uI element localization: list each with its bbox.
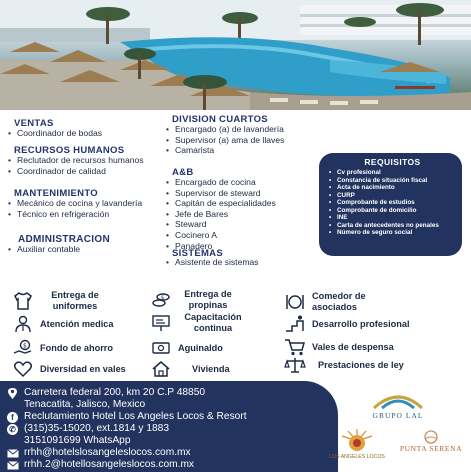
- administracion-list: [8, 244, 158, 255]
- list-item: • Capitán de especialidades: [166, 198, 316, 209]
- los-angeles-locos-logo: LOS ANGELES LOCOS: [328, 427, 386, 469]
- cash-icon: [150, 338, 172, 358]
- list-item: • Steward: [166, 219, 316, 230]
- location-pin-icon: [6, 387, 19, 400]
- list-item: • Jefe de Bares: [166, 209, 316, 220]
- benefit-prestaciones: Prestaciones de ley: [284, 355, 432, 375]
- phone-row[interactable]: [6, 423, 169, 446]
- list-item: • Cocinero A: [166, 230, 316, 241]
- address-line-1: Carretera federal 200, km 20 C.P 48850: [24, 387, 206, 398]
- list-item: • Mecánico de cocina y lavandería: [8, 198, 153, 209]
- list-item: • Encargado (a) de lavandería: [166, 124, 316, 135]
- hero-pool-photo: [0, 0, 471, 110]
- benefit-desarrollo: Desarrollo profesional: [284, 314, 422, 334]
- email-row-2[interactable]: [6, 459, 194, 472]
- house-icon: [150, 359, 172, 379]
- shirt-icon: [12, 291, 34, 311]
- email-icon: [6, 459, 19, 472]
- list-item: • Número de seguro social: [329, 229, 456, 237]
- ventas-heading: VENTAS: [14, 118, 54, 129]
- list-item: • INE: [329, 214, 456, 222]
- benefits-grid: [0, 282, 471, 382]
- list-item: • Constancia de situación fiscal: [329, 177, 456, 185]
- dining-icon: [284, 292, 306, 312]
- grupo-lal-logo: GRUPO LAL: [358, 388, 438, 424]
- division-cuartos-heading: DIVISION CUARTOS: [172, 114, 268, 125]
- heart-icon: [12, 359, 34, 379]
- sistemas-heading: SISTEMAS: [172, 248, 223, 259]
- punta-serena-logo: PUNTA SERENA: [396, 430, 466, 460]
- benefit-diversidad: Diversidad en vales: [12, 359, 150, 379]
- facebook-icon: f: [6, 411, 19, 424]
- coins-icon: [150, 290, 172, 310]
- mantenimiento-heading: MANTENIMIENTO: [14, 188, 98, 199]
- scale-icon: [284, 355, 306, 375]
- svg-text:$: $: [161, 294, 165, 301]
- benefit-aguinaldo: Aguinaldo: [150, 338, 248, 358]
- recursos-humanos-list: [8, 155, 148, 176]
- benefit-ahorro: $ Fondo de ahorro: [12, 338, 140, 358]
- list-item: • Encargado de cocina: [166, 177, 316, 188]
- administracion-heading: ADMINISTRACION: [18, 234, 110, 245]
- requisitos-list: [329, 169, 456, 237]
- ventas-list: [8, 128, 158, 139]
- ayb-list: [166, 177, 316, 251]
- email-link-1[interactable]: rrhh@hotelslosangeleslocos.com.mx: [24, 447, 191, 458]
- list-item: • Panadero: [166, 241, 316, 252]
- phone-line-2[interactable]: 3151091699 WhatsApp: [24, 434, 131, 446]
- address-line-2: Tenacatita, Jalisco, Mexico: [24, 398, 146, 410]
- phone-icon: ✆: [6, 423, 19, 436]
- recursos-humanos-heading: RECURSOS HUMANOS: [14, 145, 125, 156]
- requisitos-panel: [319, 153, 462, 256]
- benefit-atencion: Atención medica: [12, 314, 140, 334]
- list-item: • Carta de antecedentes no penales: [329, 222, 456, 230]
- facebook-link[interactable]: Reclutamiento Hotel Los Angeles Locos & Resort: [24, 411, 247, 422]
- svg-text:$: $: [23, 342, 27, 350]
- growth-stairs-icon: [284, 314, 306, 334]
- benefit-uniformes: Entrega de uniformes: [12, 290, 110, 311]
- benefit-comedor: Comedor de asociados: [284, 291, 412, 312]
- list-item: • Cv profesional: [329, 169, 456, 177]
- division-cuartos-list: [166, 124, 316, 156]
- benefit-vivienda: Vivienda: [150, 359, 248, 379]
- mantenimiento-list: [8, 198, 153, 219]
- list-item: • Supervisor (a) ama de llaves: [166, 135, 286, 146]
- list-item: • Coordinador de bodas: [8, 128, 158, 139]
- contact-footer: [0, 381, 338, 472]
- list-item: • Coordinador de calidad: [8, 166, 148, 177]
- list-item: • Comprobante de estudios: [329, 199, 456, 207]
- money-hand-icon: [12, 338, 34, 358]
- list-item: • Auxiliar contable: [8, 244, 158, 255]
- cart-icon: [284, 337, 306, 357]
- list-item: • Reclutador de recursos humanos: [8, 155, 148, 166]
- presentation-icon: [150, 313, 172, 333]
- ayb-heading: A&B: [172, 167, 194, 178]
- list-item: • Acta de nacimiento: [329, 184, 456, 192]
- sistemas-list: [166, 257, 316, 268]
- benefit-propinas: $ Entrega de propinas: [150, 289, 238, 310]
- phone-line-1[interactable]: (315)35-15020, ext.1814 y 1883: [24, 423, 169, 434]
- doctor-icon: [12, 314, 34, 334]
- email-link-2[interactable]: rrhh.2@hotellosangeleslocos.com.mx: [24, 459, 195, 470]
- list-item: • Comprobante de domicilio: [329, 207, 456, 215]
- list-item: • CURP: [329, 192, 456, 200]
- list-item: • Camarista: [166, 145, 316, 156]
- list-item: • Supervisor de steward: [166, 188, 316, 199]
- list-item: • Técnico en refrigeración: [8, 209, 153, 220]
- requisitos-heading: REQUISITOS: [364, 157, 421, 167]
- list-item: • Asistente de sistemas: [166, 257, 316, 268]
- address-row: [6, 387, 205, 410]
- benefit-capacitacion: Capacitación continua: [150, 312, 248, 333]
- benefit-despensa: Vales de despensa: [284, 337, 412, 357]
